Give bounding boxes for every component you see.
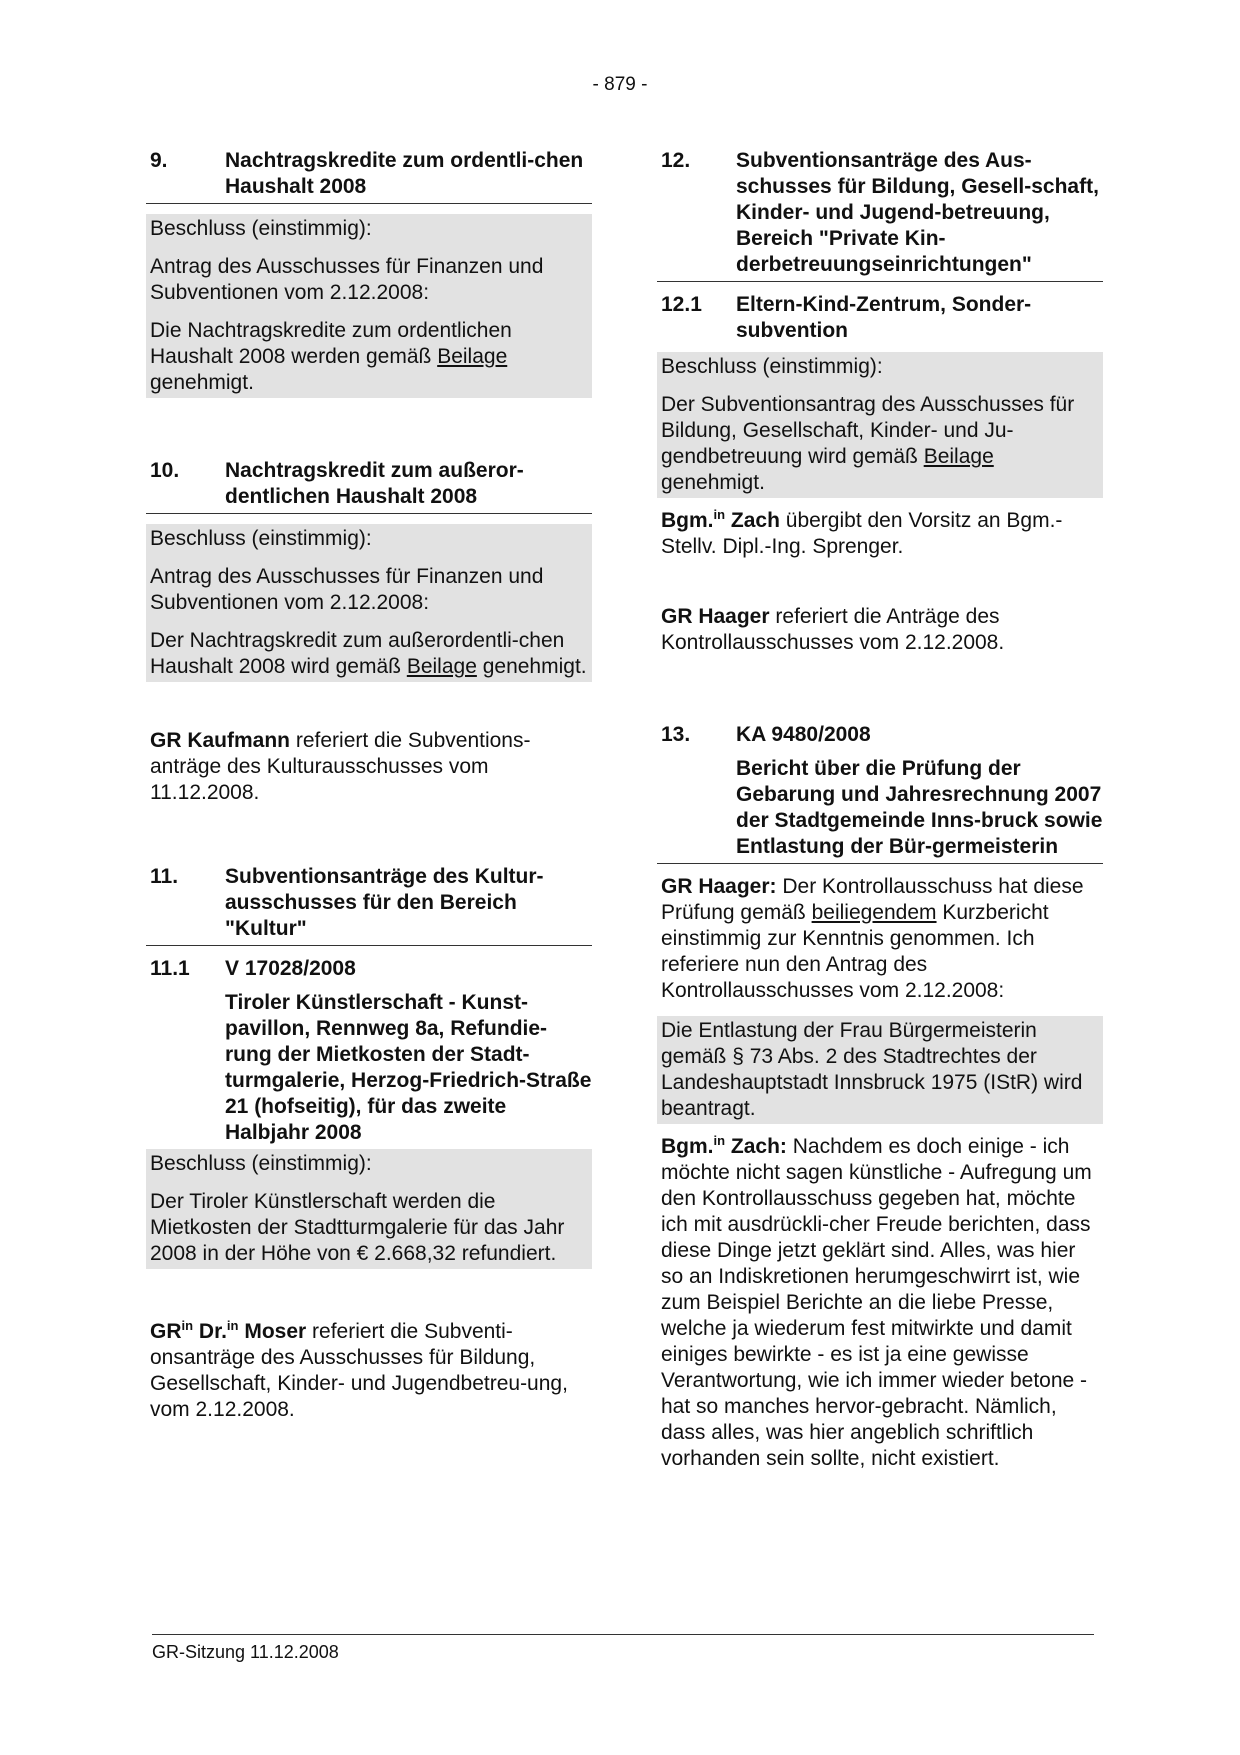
section-11-1-title: Tiroler Künstlerschaft - Kunst-pavillon, Rennweg 8a, Refundie-rung der Mietkosten der Stadt-turmgalerie, Herzog-Friedrich-Straße 21 (hofseitig), für das zweite Halbjahr 2008	[225, 991, 592, 1144]
speaker-name: Bgm.$^{in}$ Zach:	[661, 1133, 787, 1158]
beilage-link[interactable]: Beilage	[923, 445, 994, 468]
beilage-link[interactable]: Beilage	[437, 345, 508, 368]
left-column	[146, 148, 592, 1435]
section-code: KA 9480/2008	[736, 723, 871, 746]
section-number: 12.	[661, 149, 691, 172]
antrag-text: Antrag des Ausschusses für Finanzen und Subventionen vom 2.12.2008:	[150, 565, 544, 614]
section-number: 9.	[150, 149, 168, 172]
section-12-1-heading	[657, 292, 1103, 344]
speaker-name: Bgm.$^{in}$ Zach	[661, 507, 780, 532]
haager-report-paragraph: GR Haager: Der Kontrollausschuss hat diese Prüfung gemäß beiliegendem Kurzbericht einstimmig zur Kenntnis genommen. Ich referiere nun den Antrag des Kontrollausschusses vom 2.12.2008:	[661, 875, 1084, 1002]
decision-text: Der Subventionsantrag des Ausschusses für Bildung, Gesellschaft, Kinder- und Ju-gendbetreuung wird gemäß Beilage genehmigt.	[661, 393, 1075, 494]
speaker-name: GR Haager:	[661, 875, 777, 898]
speaker-name: $GR^{in}$ Dr.$^{in}$ Moser	[150, 1318, 307, 1343]
section-number: 13.	[661, 723, 691, 746]
zach-handover-paragraph: Bgm.$^{in}$ Zach übergibt den Vorsitz an Bgm.-Stellv. Dipl.-Ing. Sprenger.	[661, 507, 1063, 558]
section-9-decision	[146, 214, 592, 398]
kaufmann-paragraph: GR Kaufmann referiert die Subventions-anträge des Kulturausschusses vom 11.12.2008.	[150, 729, 531, 804]
beschluss-label: Beschluss (einstimmig):	[150, 527, 372, 550]
section-13-heading	[657, 722, 1103, 748]
section-title: Nachtragskredite zum ordentli-chen Haushalt 2008	[225, 149, 584, 198]
decision-text: Die Nachtragskredite zum ordentlichen Haushalt 2008 werden gemäß Beilage genehmigt.	[150, 319, 512, 394]
antrag-text: Antrag des Ausschusses für Finanzen und Subventionen vom 2.12.2008:	[150, 255, 544, 304]
section-11-heading	[146, 864, 592, 946]
section-title: Eltern-Kind-Zentrum, Sonder-subvention	[736, 293, 1032, 342]
section-11-1-heading	[146, 956, 592, 982]
page-footer: GR-Sitzung 11.12.2008	[152, 1634, 1094, 1665]
right-column	[657, 148, 1103, 1484]
zach-statement-paragraph: Bgm.$^{in}$ Zach: Nachdem es doch einige - ich möchte nicht sagen künstliche - Aufregung um den Kontrollausschuss gegeben hat, möchte ich mit ausdrückli-cher Freude berichten, dass diese Dinge jetzt geklärt sind. Alles, was hier so an Indiskretionen herumgeschwirrt ist, wie zum Beispiel Berichte an die liebe Presse, welche ja wiederum fest mitwirkte und damit einiges bewirkte - es ist ja eine gewisse Verantwortung, wie ich immer wieder betone - hat so manches hervor-gebracht. Nämlich, dass alles, was hier angeblich schriftlich vorhanden sein sollte, nicht existiert.	[661, 1133, 1092, 1470]
section-11-1-decision	[146, 1149, 592, 1269]
section-10-heading	[146, 458, 592, 514]
section-number: 11.	[150, 865, 179, 888]
section-9-heading	[146, 148, 592, 204]
section-title: Nachtragskredit zum außeror-dentlichen Haushalt 2008	[225, 459, 524, 508]
section-number: 11.1	[150, 957, 190, 980]
section-code: V 17028/2008	[225, 957, 356, 980]
section-12-1-decision	[657, 352, 1103, 498]
moser-paragraph: $GR^{in}$ Dr.$^{in}$ Moser referiert die Subventi-onsanträge des Ausschusses für Bildung, Gesellschaft, Kinder- und Jugendbetreu-ung, vom 2.12.2008.	[150, 1318, 568, 1421]
beschluss-label: Beschluss (einstimmig):	[661, 355, 883, 378]
section-title: Subventionsanträge des Aus-schusses für Bildung, Gesell-schaft, Kinder- und Jugend-betreuung, Bereich "Private Kin-derbetreuungseinrichtungen"	[736, 149, 1099, 276]
beilage-link[interactable]: Beilage	[406, 655, 477, 678]
speaker-name: GR Kaufmann	[150, 729, 291, 752]
section-number: 12.1	[661, 293, 702, 316]
beiliegendem-link[interactable]: beiliegendem	[811, 901, 937, 924]
beschluss-label: Beschluss (einstimmig):	[150, 217, 372, 240]
section-12-heading	[657, 148, 1103, 282]
beschluss-label: Beschluss (einstimmig):	[150, 1152, 372, 1175]
section-title: Subventionsanträge des Kultur-ausschusses für den Bereich "Kultur"	[225, 865, 544, 940]
decision-text: Der Nachtragskredit zum außerordentli-chen Haushalt 2008 wird gemäß Beilage genehmigt.	[150, 629, 587, 678]
section-10-decision	[146, 524, 592, 682]
entlastung-text: Die Entlastung der Frau Bürgermeisterin gemäß § 73 Abs. 2 des Stadtrechtes der Landeshauptstadt Innsbruck 1975 (IStR) wird beantragt.	[661, 1019, 1083, 1120]
decision-text: Der Tiroler Künstlerschaft werden die Mietkosten der Stadtturmgalerie für das Jahr 2008 in der Höhe von € 2.668,32 refundiert.	[150, 1190, 565, 1265]
haager-paragraph: GR Haager referiert die Anträge des Kontrollausschusses vom 2.12.2008.	[661, 605, 1005, 654]
entlastung-request	[657, 1016, 1103, 1124]
section-number: 10.	[150, 459, 180, 482]
speaker-name: GR Haager	[661, 605, 770, 628]
page-number: - 879 -	[592, 74, 648, 95]
section-13-title: Bericht über die Prüfung der Gebarung und Jahresrechnung 2007 der Stadtgemeinde Inns-bruck sowie Entlastung der Bür-germeisterin	[657, 756, 1103, 864]
